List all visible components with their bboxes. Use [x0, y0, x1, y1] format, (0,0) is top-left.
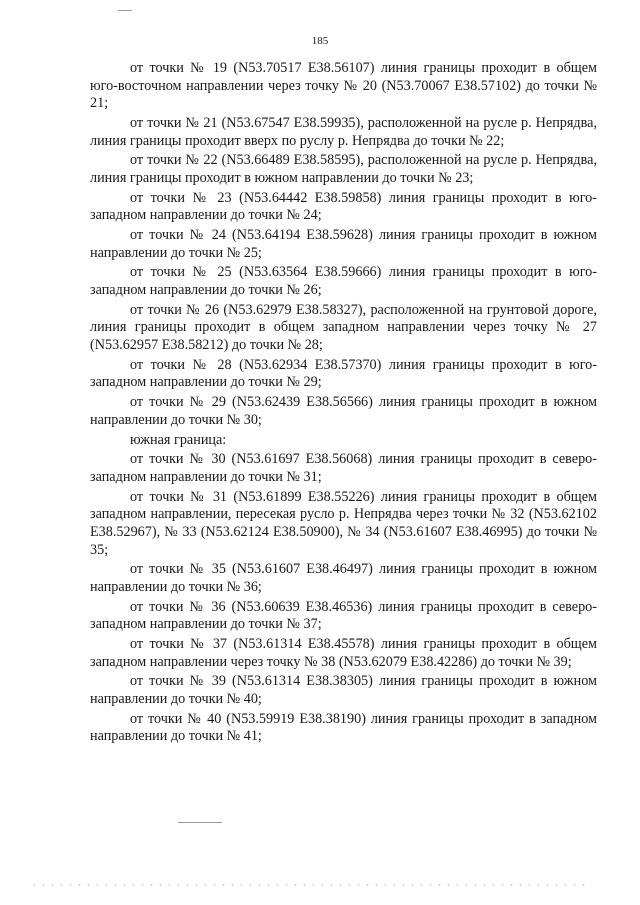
paragraph: от точки № 21 (N53.67547 E38.59935), расположенной на русле р. Непрядва, линия границы проходит вверх по руслу р. Непрядва до точки № 22;: [90, 114, 597, 149]
paragraph: от точки № 40 (N53.59919 E38.38190) линия границы проходит в западном направлении до точки № 41;: [90, 710, 597, 745]
paragraph: от точки № 39 (N53.61314 E38.38305) линия границы проходит в южном направлении до точки № 40;: [90, 673, 597, 707]
section-label-southern-border: южная граница:: [130, 431, 227, 448]
paragraph: от точки № 25 (N53.63564 E38.59666) линия границы проходит в юго-западном направлении до точки № 26;: [90, 264, 597, 299]
paragraph: от точки № 26 (N53.62979 E38.58327), расположенной на грунтовой дороге, линия границы проходит в общем западном направлении через точку № 27 (N53.62957 E38.58212) до точки № 28;: [90, 301, 597, 354]
document-body: [90, 60, 597, 748]
paragraph: от точки № 24 (N53.64194 E38.59628) линия границы проходит в южном направлении до точки № 25;: [90, 227, 597, 261]
paragraph: от точки № 31 (N53.61899 E38.55226) линия границы проходит в общем западном направлении, пересекая русло р. Непрядва через точки № 32 (N53.62102 E38.52967), № 33 (N53.62124 E38.50900), № 34 (N53.61607 E38.46995) до точки № 35;: [90, 488, 597, 558]
paragraph: от точки № 35 (N53.61607 E38.46497) линия границы проходит в южном направлении до точки № 36;: [90, 561, 597, 595]
paragraph: от точки № 30 (N53.61697 E38.56068) линия границы проходит в северо-западном направлении до точки № 31;: [90, 451, 597, 485]
page-number: 185: [311, 35, 329, 47]
scan-artifact-top: [118, 10, 132, 11]
paragraph: от точки № 19 (N53.70517 E38.56107) линия границы проходит в общем юго-восточном направлении через точку № 20 (N53.70067 E38.57102) до точки № 21;: [90, 60, 597, 112]
paragraph: от точки № 28 (N53.62934 E38.57370) линия границы проходит в юго-западном направлении до точки № 29;: [90, 356, 597, 391]
scan-artifact-footer: [30, 884, 590, 886]
paragraph: от точки № 36 (N53.60639 E38.46536) линия границы проходит в северо-западном направлении до точки № 37;: [90, 598, 597, 633]
paragraph: от точки № 37 (N53.61314 E38.45578) линия границы проходит в общем западном направлении через точку № 38 (N53.62079 E38.42286) до точки № 39;: [90, 636, 597, 670]
paragraph: от точки № 29 (N53.62439 E38.56566) линия границы проходит в южном направлении до точки № 30;: [90, 394, 597, 428]
paragraph: от точки № 22 (N53.66489 E38.58595), расположенной на русле р. Непрядва, линия границы проходит в южном направлении до точки № 23;: [90, 152, 597, 186]
paragraph: от точки № 23 (N53.64442 E38.59858) линия границы проходит в юго-западном направлении до точки № 24;: [90, 189, 597, 224]
scan-artifact-bottom: [178, 822, 222, 823]
